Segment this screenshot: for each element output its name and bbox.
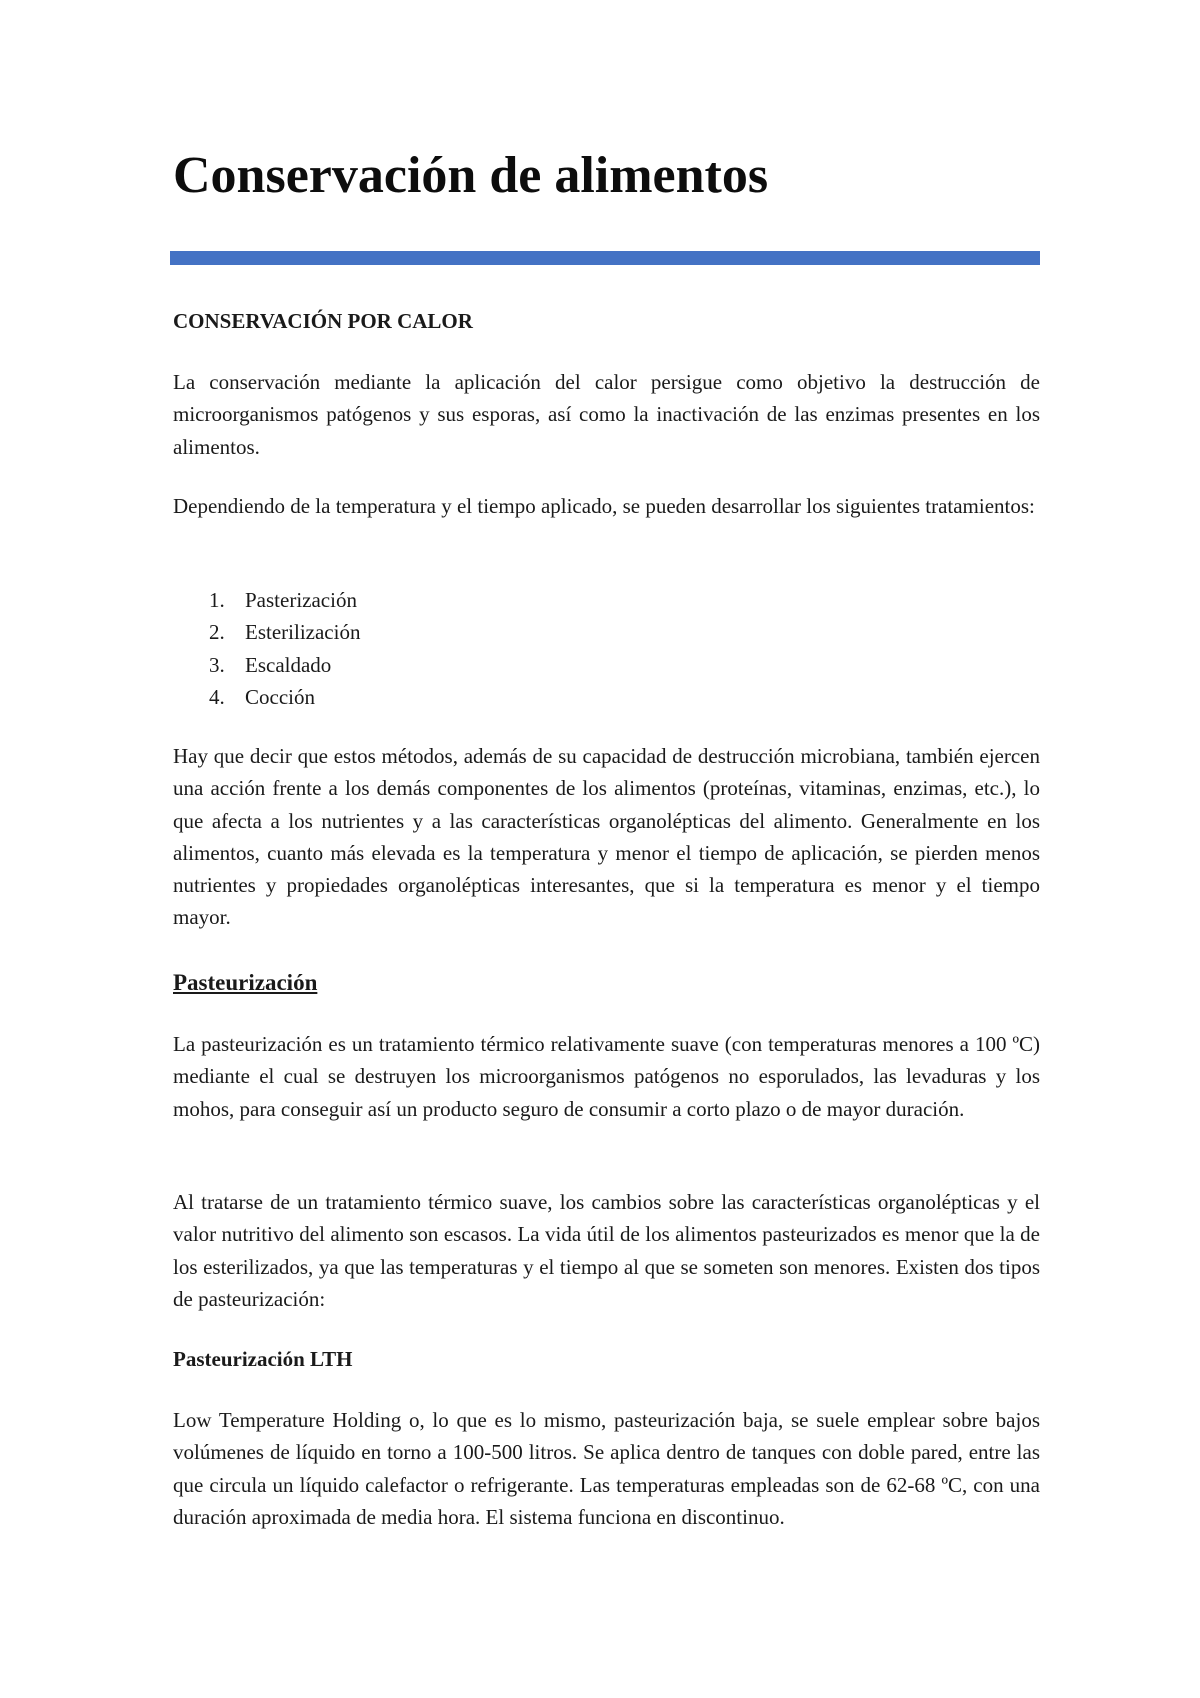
methods-paragraph: Hay que decir que estos métodos, además de su capacidad de destrucción microbiana, también ejercen una acción frente a los demás componentes de los alimentos (proteínas, vitaminas, enzimas, etc.), lo que afecta a los nutrientes y a las características organolépticas del alimento. Generalmente en los alimentos, cuanto más elevada es la temperatura y menor el tiempo de aplicación, se pierden menos nutrientes y propiedades organolépticas interesantes, que si la temperatura es menor y el tiempo mayor. xyxy=(173,744,1040,930)
list-item-label: Cocción xyxy=(245,684,315,709)
intro-paragraph: La conservación mediante la aplicación del calor persigue como objetivo la destrucción de microorganismos patógenos y sus esporas, así como la inactivación de las enzimas presentes en los alimentos. xyxy=(173,370,1040,459)
list-item xyxy=(173,649,360,681)
treatments-intro: Dependiendo de la temperatura y el tiempo aplicado, se pueden desarrollar los siguientes tratamientos: xyxy=(173,494,1035,518)
lth-paragraph: Low Temperature Holding o, lo que es lo mismo, pasteurización baja, se suele emplear sobre bajos volúmenes de líquido en torno a 100-500 litros. Se aplica dentro de tanques con doble pared, entre las que circula un líquido calefactor o refrigerante. Las temperaturas empleadas son de 62-68 ºC, con una duración aproximada de media hora. El sistema funciona en discontinuo. xyxy=(173,1408,1040,1529)
pasteurization-paragraph-2: Al tratarse de un tratamiento térmico suave, los cambios sobre las características organolépticas y el valor nutritivo del alimento son escasos. La vida útil de los alimentos pasteurizados es menor que la de los esterilizados, ya que las temperaturas y el tiempo al que se someten son menores. Existen dos tipos de pasteurización: xyxy=(173,1190,1040,1311)
lth-heading: Pasteurización LTH xyxy=(173,1347,353,1371)
list-item-label: Escaldado xyxy=(245,652,332,677)
document-title: Conservación de alimentos xyxy=(173,147,769,204)
list-item-number: 3. xyxy=(209,652,225,677)
title-divider xyxy=(170,251,1040,265)
section-heading: CONSERVACIÓN POR CALOR xyxy=(173,309,473,333)
pasteurization-paragraph-1: La pasteurización es un tratamiento térmico relativamente suave (con temperaturas menores a 100 ºC) mediante el cual se destruyen los microorganismos patógenos no esporulados, las levaduras y los mohos, para conseguir así un producto seguro de consumir a corto plazo o de mayor duración. xyxy=(173,1032,1040,1121)
list-item-label: Pasterización xyxy=(245,588,357,612)
list-item-number: 4. xyxy=(209,684,225,709)
list-item xyxy=(173,584,360,616)
list-item-number: 2. xyxy=(209,620,225,645)
list-item-number: 1. xyxy=(209,588,225,612)
list-item-label: Esterilización xyxy=(245,620,361,645)
treatments-list xyxy=(173,584,360,713)
list-item xyxy=(173,681,360,713)
list-item xyxy=(173,616,360,648)
pasteurization-heading: Pasteurización xyxy=(173,970,318,995)
